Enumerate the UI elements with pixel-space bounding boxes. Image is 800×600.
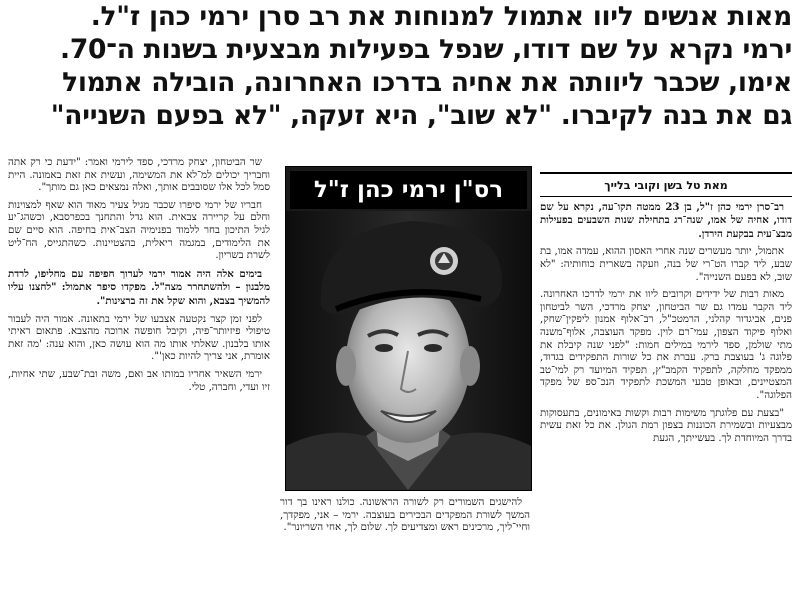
paragraph: "בצעת עם פלוגתך משימות רבות וקשות באימונים, בתעסוקות מבצעיות ובשמירת הכוננות בצפון רמת הגולן. את כל זאת עשית בדרך המיוחדת לך. בעשייתך, הגעת bbox=[540, 407, 792, 444]
paragraph: להישגים השמורים רק לשורה הראשונה. כולנו ראינו בך דור המשך לשורת המפקדים הבכירים בעוצבה. ירמי – אני, מפקדך, וחיי־ליך, מרכינים ראש ומצדיעים לך. שלום לך, אחי השריונר". bbox=[280, 497, 530, 534]
headline-line: מאות אנשים ליוו אתמול למנוחות את רב סרן ירמי כהן ז"ל. bbox=[90, 1, 792, 32]
article-column-left bbox=[8, 157, 270, 598]
headline-line: אימו, שכבר ליוותה את אחיה בדרכו האחרונה, הובילה אתמול bbox=[62, 67, 792, 98]
headline bbox=[8, 0, 792, 150]
headline-line: ירמי נקרא על שם דודו, שנפל בפעילות מבצעית בשנות ה־70. bbox=[60, 34, 792, 65]
article-column-right bbox=[540, 178, 792, 598]
portrait-photo bbox=[285, 166, 532, 491]
paragraph: לפני זמן קצר נקטעה אצבעו של ירמי בתאונה. אמור היה לעבור טיפולי פיזיותר־פיה, וקיבל חופשה ארוכה מהצבא. פתאום ראיתי אותו בלבנון. שאלתי אותו מה הוא עושה כאן, והוא ענה: 'מה זאת אומרת, אני צריך להיות כאן'". bbox=[8, 313, 270, 363]
article-column-middle bbox=[280, 497, 530, 597]
column-rule bbox=[540, 172, 792, 174]
paragraph: בימים אלה היה אמור ירמי לערוך חפיפה עם מחליפו, לרדת מלבנון – ולהשתחרר מצה"ל. מפקדו סיפר אתמול: "לחצנו עליו להמשיך בצבא, והוא שקל את זה ברצינות". bbox=[8, 267, 270, 307]
paragraph: ירמי השאיר אחריו במותו אב ואם, משה ובת־שבע, שתי אחיות, זיו ועדי, וחברה, טלי. bbox=[8, 368, 270, 393]
paragraph: מאות רבות של ידידים וקרובים ליוו את ירמי לדרכו האחרונה. ליד הקבר עמדו גם שר הביטחון, יצחק מרדכי, השר לביטחון פנים, אביגדור קהלני, הרמטכ"ל, רב־אלוף אמנון ליפקין־שחק, ואלוף פיקוד הצפון, עמי־רם לוין. מפקד העוצבה, אלוף־משנה מתי שולמן, ספד לירמי במילים חמות: "לפני שנה קיבלת את פלוגה ג' בעוצבת ברק. עברת את כל שורות התפקידים בגדוד, ממפקד מחלקה, לתפקיד הקמב"ץ, תפקיד המיועד רק למי־טב המצטיינים, ובאופן טבעי המשכת לתפקיד הנכ־ספ של מפקד הפלוגה". bbox=[540, 289, 792, 401]
photo-caption: רס"ן ירמי כהן ז"ל bbox=[290, 171, 527, 209]
paragraph: אתמול, יותר מעשרים שנה אחרי האסון ההוא, עמדה אמו, בת שבע, ליד קברו הט־רי של בנה, וזעקה בשארית כוחותיה: "לא שוב, לא בפעם השנייה". bbox=[540, 246, 792, 283]
byline: מאת טל בשן וקובי בלייך bbox=[540, 178, 792, 197]
headline-line: גם את בנה לקיברו. "לא שוב", היא זעקה, "לא בפעם השנייה" bbox=[50, 100, 792, 131]
soldier-portrait-image bbox=[286, 211, 531, 490]
paragraph: שר הביטחון, יצחק מרדכי, ספד לירמי ואמר: "ידעת כי רק אתה וחבריך יכולים למ־לא את המשימה, ועשית את זאת באמונה. היית סמל לכל אלו שסובבים אותך, ואלה נמצאים כאן גם מותך". bbox=[8, 157, 270, 194]
paragraph: רב־סרן ירמי כהן ז"ל, בן 23 ממטה תקו־עה, נקרא על שם דודו, אחיה של אמו, שנה־רג בתחילת שנות השבעים בפעילות מבצ־עית בבקעת הירדן. bbox=[540, 200, 792, 240]
paragraph: חבריו של ירמי סיפרו שכבר מגיל צעיר מאוד הוא שאף למצוינות וחלם על קריירה צבאית. הוא גדל והתחנך בכפרסבא, וכשהג־יע לגיל התיכון בחר ללמוד בפנימיה הצב־אית בחיפה. הוא סיים שם את הלימודים, במגמה ריאלית, בהצטיינות. כשהתגייס, הח־ליט לשרת בשריון. bbox=[8, 199, 270, 262]
